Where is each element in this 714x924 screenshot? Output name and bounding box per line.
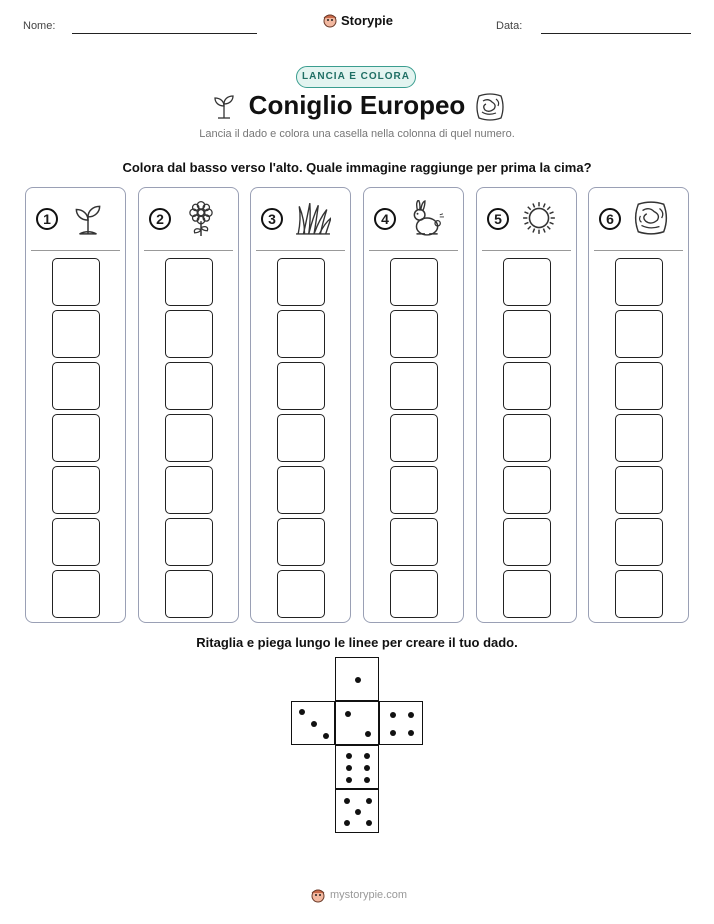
die-pip (408, 712, 414, 718)
color-box[interactable] (615, 310, 663, 358)
color-box[interactable] (503, 466, 551, 514)
color-box[interactable] (615, 414, 663, 462)
coloring-instruction: Colora dal basso verso l'alto. Quale immagine raggiunge per prima la cima? (122, 160, 592, 175)
column-divider (482, 250, 571, 251)
color-box[interactable] (52, 362, 100, 410)
color-box[interactable] (615, 518, 663, 566)
column-5 (476, 187, 577, 623)
die-face-2 (335, 701, 379, 745)
column-3 (250, 187, 351, 623)
column-number: 5 (487, 208, 509, 230)
color-box[interactable] (615, 570, 663, 618)
color-box[interactable] (277, 570, 325, 618)
color-box[interactable] (277, 414, 325, 462)
color-box[interactable] (52, 258, 100, 306)
cut-instruction: Ritaglia e piega lungo le linee per creare il tuo dado. (196, 635, 518, 650)
column-header (36, 198, 116, 240)
footer (310, 887, 407, 903)
color-box[interactable] (52, 570, 100, 618)
color-box[interactable] (52, 310, 100, 358)
color-box[interactable] (503, 310, 551, 358)
color-box[interactable] (52, 414, 100, 462)
color-box[interactable] (277, 258, 325, 306)
color-box[interactable] (165, 570, 213, 618)
date-label: Data: (496, 20, 523, 32)
footer-url: mystorypie.com (330, 889, 408, 901)
die-pip (346, 765, 352, 771)
column-1 (25, 187, 126, 623)
color-box[interactable] (390, 414, 438, 462)
die-face-5 (335, 789, 379, 833)
column-number: 1 (36, 208, 58, 230)
column-header (599, 198, 679, 240)
die-pip (344, 798, 350, 804)
pie-mascot-icon (322, 12, 338, 28)
column-number: 4 (374, 208, 396, 230)
die-pip (408, 730, 414, 736)
color-box[interactable] (503, 362, 551, 410)
color-box[interactable] (390, 570, 438, 618)
color-box[interactable] (615, 258, 663, 306)
die-pip (346, 777, 352, 783)
date-line (541, 33, 691, 34)
color-box[interactable] (390, 258, 438, 306)
color-box[interactable] (503, 414, 551, 462)
column-number: 3 (261, 208, 283, 230)
column-divider (256, 250, 345, 251)
page-title: Coniglio Europeo (248, 90, 466, 120)
column-number: 2 (149, 208, 171, 230)
die-pip (364, 777, 370, 783)
die-pip (364, 765, 370, 771)
color-box[interactable] (165, 466, 213, 514)
color-box[interactable] (277, 362, 325, 410)
column-divider (369, 250, 458, 251)
color-box[interactable] (390, 310, 438, 358)
die-face-4 (379, 701, 423, 745)
column-divider (594, 250, 683, 251)
name-label: Nome: (23, 20, 56, 32)
column-divider (144, 250, 233, 251)
name-line (72, 33, 257, 34)
column-header (261, 198, 341, 240)
die-pip (364, 753, 370, 759)
color-box[interactable] (615, 362, 663, 410)
color-box[interactable] (165, 310, 213, 358)
pie-mascot-icon (310, 887, 326, 903)
burrow-icon (474, 92, 506, 122)
die-face-1 (335, 657, 379, 701)
column-6 (588, 187, 689, 623)
die-pip (323, 733, 329, 739)
activity-badge: LANCIA E COLORA (296, 66, 416, 88)
color-box[interactable] (165, 362, 213, 410)
die-pip (366, 798, 372, 804)
die-face-6 (335, 745, 379, 789)
color-box[interactable] (615, 466, 663, 514)
color-box[interactable] (503, 518, 551, 566)
die-pip (345, 711, 351, 717)
color-box[interactable] (390, 518, 438, 566)
sun-icon (521, 200, 557, 236)
brand-logo (322, 12, 393, 28)
color-box[interactable] (277, 466, 325, 514)
sprout-icon (70, 200, 106, 236)
burrow-icon (633, 200, 669, 236)
die-pip (299, 709, 305, 715)
column-divider (31, 250, 120, 251)
grass-icon (295, 200, 331, 236)
die-pip (366, 820, 372, 826)
color-box[interactable] (277, 518, 325, 566)
column-header (149, 198, 229, 240)
page-subtitle: Lancia il dado e colora una casella nella colonna di quel numero. (199, 128, 515, 140)
color-box[interactable] (52, 518, 100, 566)
flower-icon (183, 200, 219, 236)
die-pip (390, 712, 396, 718)
column-4 (363, 187, 464, 623)
die-pip (390, 730, 396, 736)
die-pip (346, 753, 352, 759)
die-pip (365, 731, 371, 737)
die-pip (311, 721, 317, 727)
color-box[interactable] (503, 258, 551, 306)
brand-name: Storypie (341, 12, 394, 28)
column-header (374, 198, 454, 240)
color-box[interactable] (390, 466, 438, 514)
column-number: 6 (599, 208, 621, 230)
color-box[interactable] (165, 258, 213, 306)
die-face-3 (291, 701, 335, 745)
die-pip (344, 820, 350, 826)
color-box[interactable] (503, 570, 551, 618)
color-box[interactable] (165, 518, 213, 566)
color-box[interactable] (165, 414, 213, 462)
die-pip (355, 677, 361, 683)
color-box[interactable] (52, 466, 100, 514)
color-box[interactable] (277, 310, 325, 358)
die-pip (355, 809, 361, 815)
rabbit-icon (408, 200, 444, 236)
column-header (487, 198, 567, 240)
column-2 (138, 187, 239, 623)
color-box[interactable] (390, 362, 438, 410)
